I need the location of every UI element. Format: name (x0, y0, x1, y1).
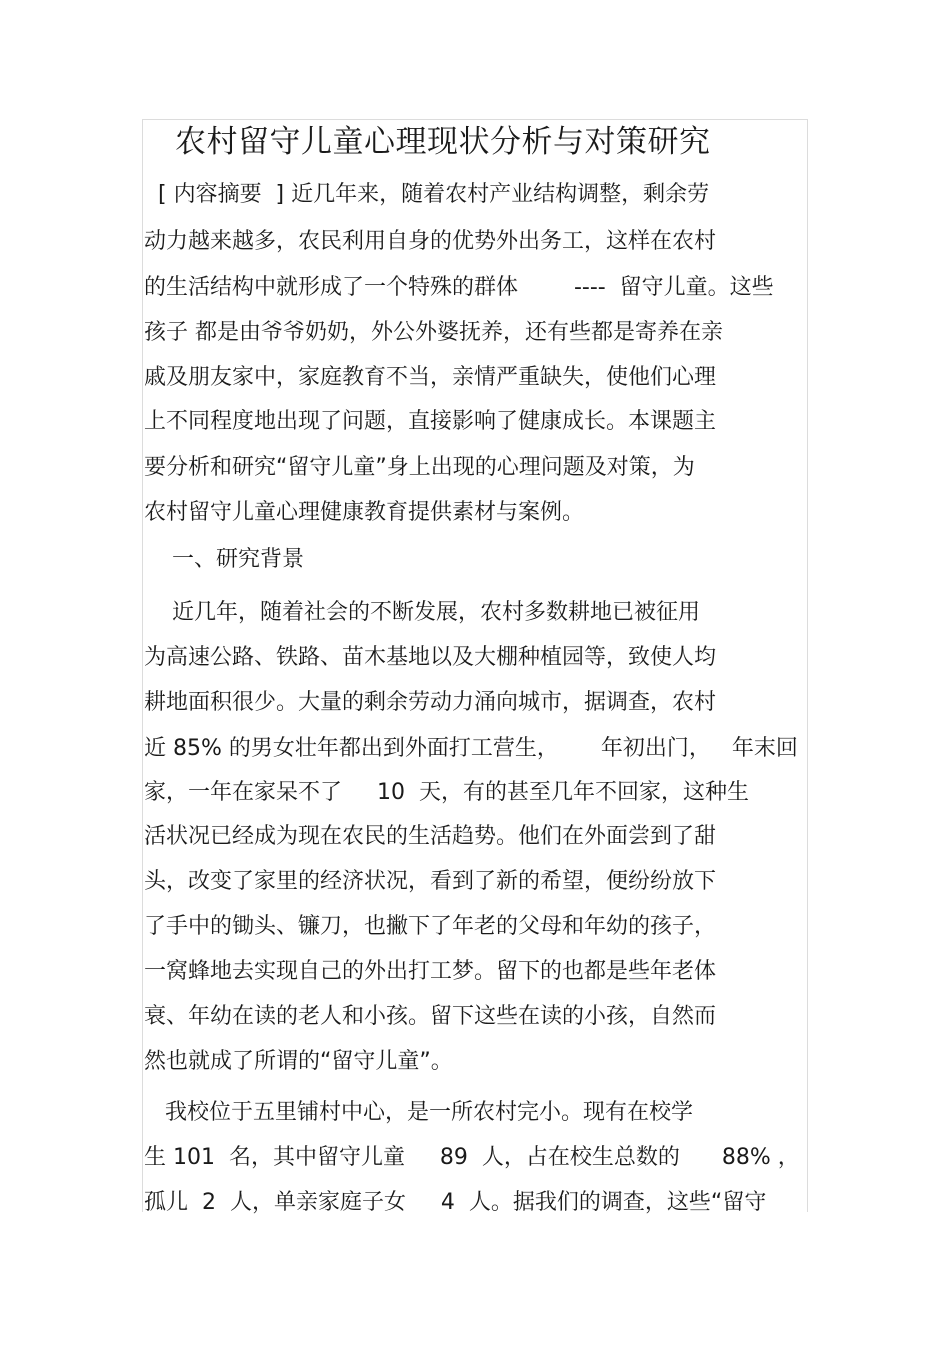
paragraph-line: [ 内容摘要 ] 近几年来，随着农村产业结构调整，剩余劳 (144, 182, 710, 207)
paragraph-line: 农村留守儿童心理健康教育提供素材与案例。 (144, 500, 585, 525)
paragraph-line: 然也就成了所谓的“留守儿童”。 (144, 1049, 453, 1074)
paragraph-line: 耕地面积很少。大量的剩余劳动力涌向城市，据调查，农村 (144, 690, 717, 715)
paragraph-line: 戚及朋友家中，家庭教育不当，亲情严重缺失，使他们心理 (144, 365, 717, 390)
paragraph-line: 衰、年幼在读的老人和小孩。留下这些在读的小孩，自然而 (144, 1004, 717, 1029)
paragraph-line: 近几年，随着社会的不断发展，农村多数耕地已被征用 (144, 600, 700, 625)
paragraph-line: 动力越来越多，农民利用自身的优势外出务工，这样在农村 (144, 229, 717, 254)
paragraph-line: 孤儿 2 人，单亲家庭子女 4 人。据我们的调查，这些“留守 (144, 1190, 767, 1215)
paragraph-line: 家，一年在家呆不了 10 天，有的甚至几年不回家，这种生 (144, 780, 749, 805)
section-heading: 一、研究背景 (144, 547, 304, 572)
paragraph-line: 近 85% 的男女壮年都出到外面打工营生， 年初出门， 年末回 (144, 736, 798, 761)
paragraph-line: 孩子 都是由爷爷奶奶，外公外婆抚养，还有些都是寄养在亲 (144, 320, 723, 345)
paragraph-line: 一窝蜂地去实现自己的外出打工梦。留下的也都是些年老体 (144, 959, 717, 984)
paragraph-line: 我校位于五里铺村中心，是一所农村完小。现有在校学 (144, 1100, 693, 1125)
paragraph-line: 的生活结构中就形成了一个特殊的群体 ---- 留守儿童。这些 (144, 275, 774, 300)
paragraph-line: 了手中的锄头、镰刀，也撇下了年老的父母和年幼的孩子， (144, 914, 717, 939)
paragraph-line: 活状况已经成为现在农民的生活趋势。他们在外面尝到了甜 (144, 824, 717, 849)
paragraph-line: 生 101 名，其中留守儿童 89 人，占在校生总数的 88% ， (144, 1145, 800, 1170)
paragraph-line: 头，改变了家里的经济状况，看到了新的希望，便纷纷放下 (144, 869, 717, 894)
document-title: 农村留守儿童心理现状分析与对策研究 (175, 124, 711, 160)
paragraph-line: 为高速公路、铁路、苗木基地以及大棚种植园等，致使人均 (144, 645, 717, 670)
paragraph-line: 上不同程度地出现了问题，直接影响了健康成长。本课题主 (144, 409, 717, 434)
paragraph-line: 要分析和研究“留守儿童”身上出现的心理问题及对策，为 (144, 455, 695, 480)
